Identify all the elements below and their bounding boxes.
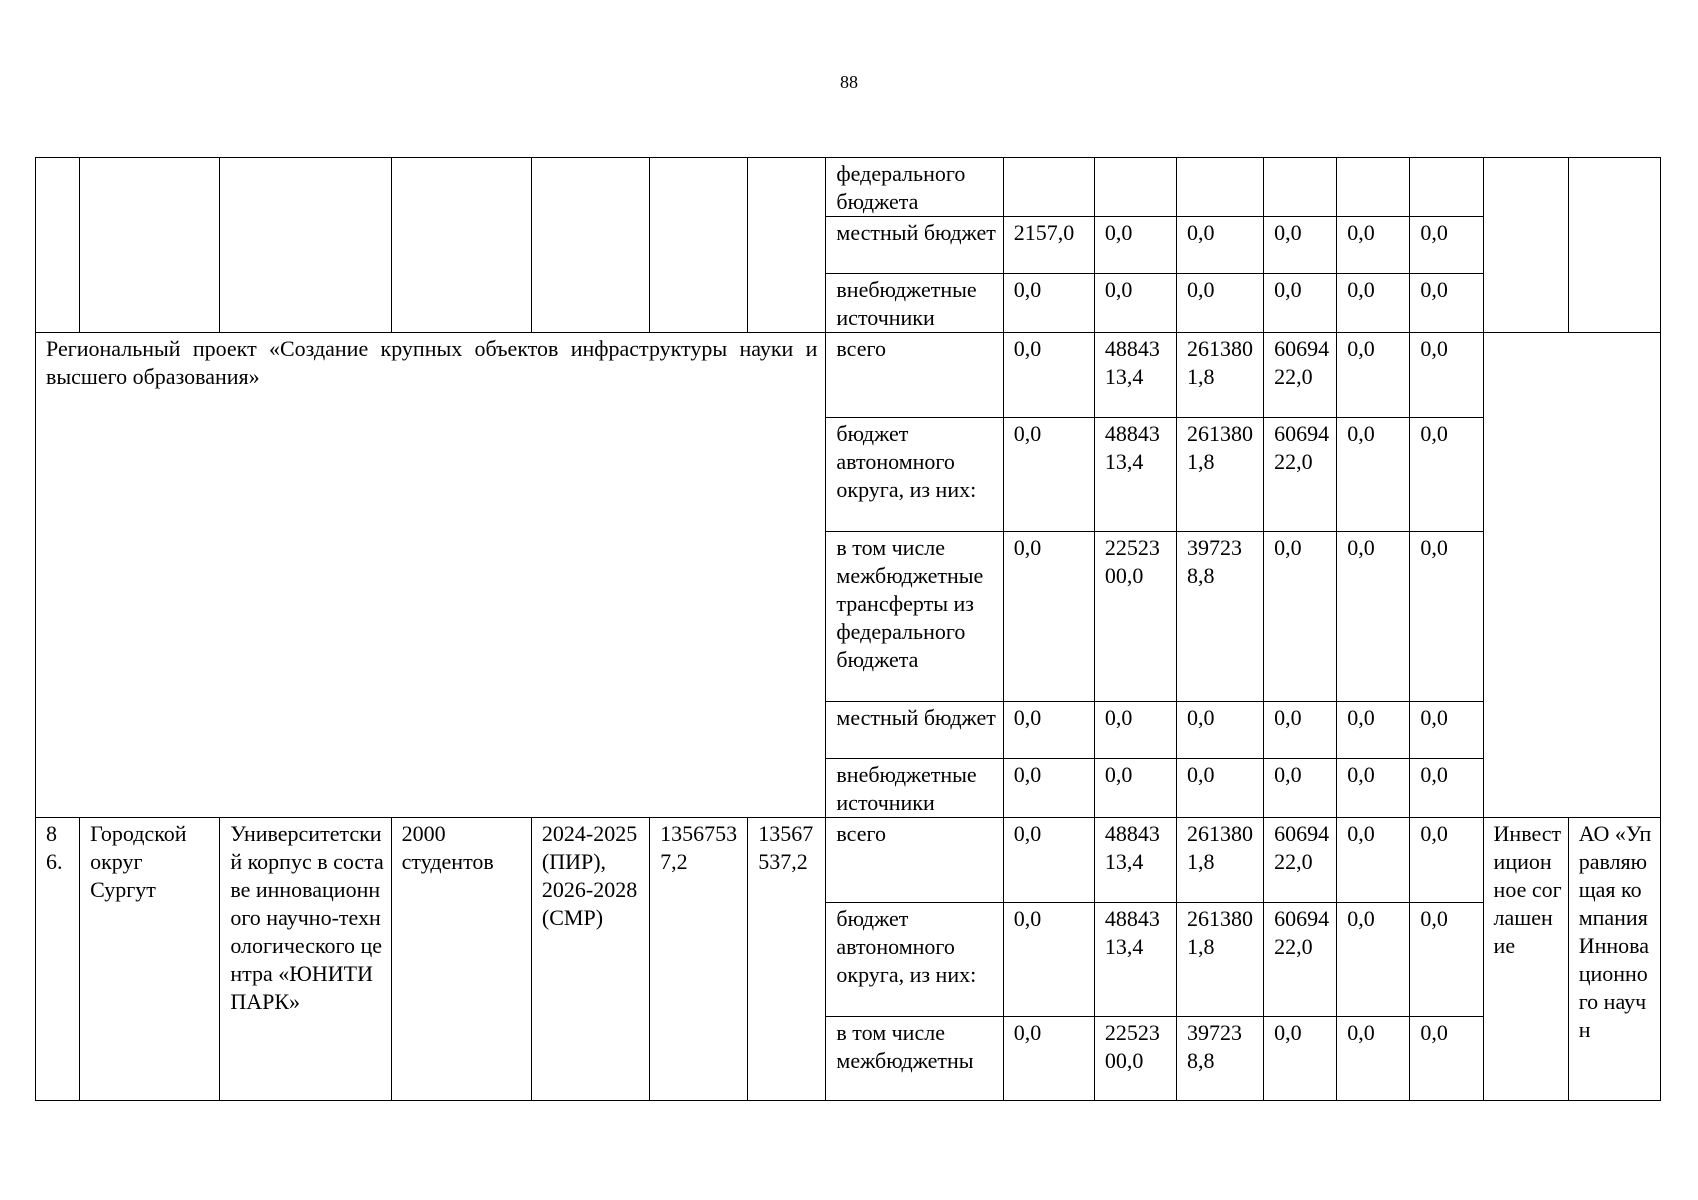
funding-source: местный бюджет — [826, 702, 1003, 759]
empty-cell — [748, 158, 826, 333]
value-cell — [1094, 158, 1176, 217]
table-row — [36, 333, 1661, 418]
value-cell: 0,0 — [1003, 759, 1094, 818]
object-name: Университетский корпус в составе инновационного научно-технологического центра «ЮНИТИ ПАРК» — [220, 818, 391, 1101]
funding-source: федерального бюджета — [826, 158, 1003, 217]
value-cell: 2613801,8 — [1177, 418, 1264, 532]
funding-source: внебюджетные источники — [826, 274, 1003, 333]
value-cell: 0,0 — [1177, 217, 1264, 274]
value-cell: 0,0 — [1337, 532, 1410, 702]
value-cell: 0,0 — [1094, 274, 1176, 333]
value-cell: 0,0 — [1337, 418, 1410, 532]
value-cell — [1177, 158, 1264, 217]
financing-table — [35, 157, 1661, 1101]
value-cell: 0,0 — [1410, 274, 1483, 333]
value-cell: 0,0 — [1264, 759, 1337, 818]
value-cell: 2613801,8 — [1177, 818, 1264, 903]
value-cell: 0,0 — [1264, 1017, 1337, 1101]
funding-source: местный бюджет — [826, 217, 1003, 274]
remaining-cost: 13567537,2 — [748, 818, 826, 1101]
item-number: 8 6. — [36, 818, 80, 1101]
value-cell: 6069422,0 — [1264, 818, 1337, 903]
value-cell — [1410, 158, 1483, 217]
value-cell: 0,0 — [1003, 903, 1094, 1017]
value-cell: 0,0 — [1337, 217, 1410, 274]
value-cell: 0,0 — [1410, 333, 1483, 418]
capacity: 2000 студентов — [391, 818, 531, 1101]
value-cell: 0,0 — [1337, 333, 1410, 418]
value-cell: 0,0 — [1264, 532, 1337, 702]
value-cell: 4884313,4 — [1094, 418, 1176, 532]
empty-cell — [391, 158, 531, 333]
value-cell: 2252300,0 — [1094, 532, 1176, 702]
regional-project-title: Региональный проект «Создание крупных объектов инфраструктуры науки и высшего образования» — [36, 333, 826, 818]
construction-period: 2024-2025 (ПИР), 2026-2028 (СМР) — [531, 818, 649, 1101]
value-cell: 0,0 — [1003, 532, 1094, 702]
value-cell: 0,0 — [1337, 702, 1410, 759]
table-row — [36, 818, 1661, 903]
value-cell: 2613801,8 — [1177, 333, 1264, 418]
value-cell: 0,0 — [1337, 1017, 1410, 1101]
value-cell: 0,0 — [1094, 759, 1176, 818]
implementation-mechanism: Инвестиционное соглашение — [1483, 818, 1568, 1101]
value-cell: 0,0 — [1410, 818, 1483, 903]
value-cell: 397238,8 — [1177, 532, 1264, 702]
funding-source: бюджет автономного округа, из них: — [826, 418, 1003, 532]
customer: АО «Управляющая компания Инновационного научн — [1568, 818, 1660, 1101]
funding-source: всего — [826, 818, 1003, 903]
funding-source: бюджет автономного округа, из них: — [826, 903, 1003, 1017]
value-cell — [1003, 158, 1094, 217]
value-cell: 0,0 — [1003, 418, 1094, 532]
value-cell: 6069422,0 — [1264, 333, 1337, 418]
value-cell: 4884313,4 — [1094, 818, 1176, 903]
empty-cell — [1483, 333, 1660, 818]
value-cell: 6069422,0 — [1264, 903, 1337, 1017]
value-cell: 0,0 — [1337, 818, 1410, 903]
value-cell: 0,0 — [1003, 333, 1094, 418]
page-number: 88 — [840, 72, 858, 92]
value-cell: 4884313,4 — [1094, 903, 1176, 1017]
empty-cell — [36, 158, 80, 333]
value-cell: 0,0 — [1410, 532, 1483, 702]
funding-source: внебюджетные источники — [826, 759, 1003, 818]
value-cell — [1264, 158, 1337, 217]
empty-cell — [1568, 158, 1660, 333]
value-cell: 2613801,8 — [1177, 903, 1264, 1017]
empty-cell — [220, 158, 391, 333]
empty-cell — [650, 158, 748, 333]
value-cell: 0,0 — [1177, 759, 1264, 818]
value-cell: 0,0 — [1003, 702, 1094, 759]
value-cell — [1337, 158, 1410, 217]
value-cell: 0,0 — [1094, 702, 1176, 759]
estimated-cost: 13567537,2 — [650, 818, 748, 1101]
funding-source: всего — [826, 333, 1003, 418]
value-cell: 0,0 — [1177, 702, 1264, 759]
value-cell: 0,0 — [1410, 1017, 1483, 1101]
value-cell: 0,0 — [1264, 702, 1337, 759]
value-cell: 0,0 — [1410, 903, 1483, 1017]
value-cell: 0,0 — [1410, 217, 1483, 274]
value-cell: 0,0 — [1337, 759, 1410, 818]
value-cell: 0,0 — [1094, 217, 1176, 274]
empty-cell — [80, 158, 220, 333]
value-cell: 0,0 — [1337, 903, 1410, 1017]
value-cell: 2157,0 — [1003, 217, 1094, 274]
value-cell: 6069422,0 — [1264, 418, 1337, 532]
value-cell: 0,0 — [1003, 274, 1094, 333]
value-cell: 0,0 — [1337, 274, 1410, 333]
value-cell: 0,0 — [1264, 217, 1337, 274]
table-row — [36, 158, 1661, 217]
value-cell: 397238,8 — [1177, 1017, 1264, 1101]
funding-source: в том числе межбюджетны — [826, 1017, 1003, 1101]
funding-source: в том числе межбюджетные трансферты из федерального бюджета — [826, 532, 1003, 702]
empty-cell — [531, 158, 649, 333]
municipality: Городской округ Сургут — [80, 818, 220, 1101]
value-cell: 0,0 — [1003, 1017, 1094, 1101]
value-cell: 4884313,4 — [1094, 333, 1176, 418]
value-cell: 0,0 — [1177, 274, 1264, 333]
value-cell: 0,0 — [1410, 418, 1483, 532]
value-cell: 0,0 — [1003, 818, 1094, 903]
value-cell: 2252300,0 — [1094, 1017, 1176, 1101]
empty-cell — [1483, 158, 1568, 333]
value-cell: 0,0 — [1264, 274, 1337, 333]
value-cell: 0,0 — [1410, 702, 1483, 759]
value-cell: 0,0 — [1410, 759, 1483, 818]
